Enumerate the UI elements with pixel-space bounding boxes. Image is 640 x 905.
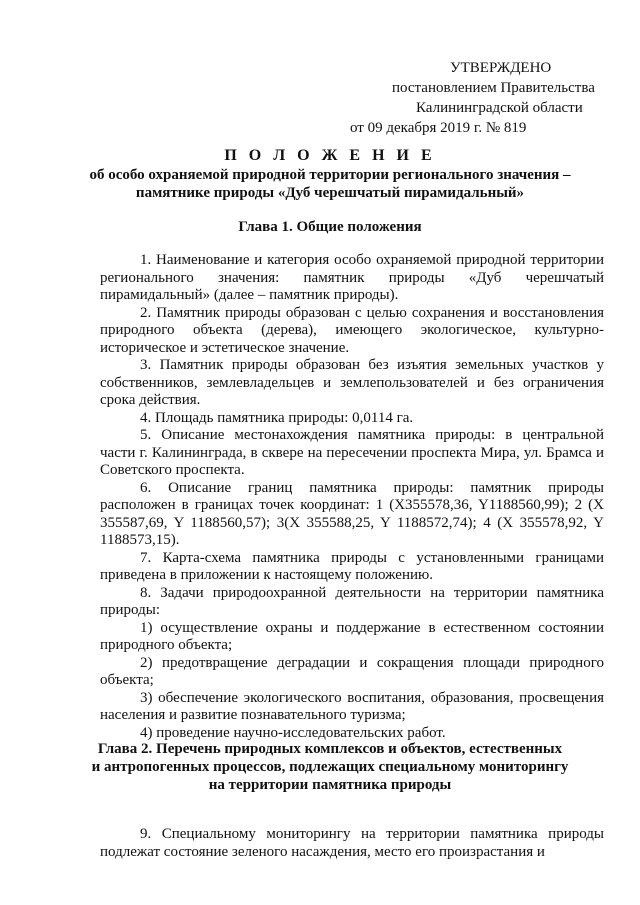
title-main: П О Л О Ж Е Н И Е: [224, 147, 436, 164]
list-item: 4) проведение научно-исследовательских работ.: [140, 724, 446, 741]
approval-stamp: [346, 58, 596, 138]
chapter-1-title: Глава 1. Общие положения: [238, 219, 422, 235]
paragraph: 7. Карта-схема памятника природы с установленными границами приведена в приложении к настоящему положению.: [100, 549, 604, 583]
paragraph: 1. Наименование и категория особо охраняемой природной территории регионального значения: памятник природы «Дуб черешчатый пирамидальный» (далее – памятник природы).: [100, 252, 604, 303]
paragraph: 2. Памятник природы образован с целью сохранения и восстановления природного объекта (дерева), имеющего экологическое, культурно-историческое и эстетическое значение.: [100, 304, 604, 356]
chapter-2-title: [60, 740, 600, 794]
title-sub: об особо охраняемой природной территории регионального значения –: [89, 167, 571, 183]
list-item: 1) осуществление охраны и поддержание в естественном состоянии природного объекта;: [100, 619, 604, 653]
chapter-2-title-line: на территории памятника природы: [208, 777, 452, 793]
chapter-1-body: [100, 252, 604, 742]
approval-title: УТВЕРЖДЕНО: [450, 60, 552, 76]
paragraph: 6. Описание границ памятника природы: памятник природы расположен в границах точек координат: 1 (X355578,36, Y1188560,99); 2 (X 355587,69, Y 1188560,57); 3(X 355588,25, Y 1188572,74); 4 (X 355578,92, Y 1188573,15).: [100, 479, 604, 548]
paragraph: 5. Описание местонахождения памятника природы: в центральной части г. Калининграда, в сквере на пересечении проспекта Мира, ул. Брамса и Советского проспекта.: [100, 427, 604, 478]
paragraph: 9. Специальному мониторингу на территории памятника природы подлежат состояние зеленого насаждения, место его произрастания и: [100, 826, 604, 860]
paragraph: 3. Памятник природы образован без изъятия земельных участков у собственников, землевладельцев и землепользователей и без ограничения срока действия.: [100, 357, 604, 408]
chapter-2-title-line: Глава 2. Перечень природных комплексов и объектов, естественных: [97, 741, 563, 757]
approval-line: постановлением Правительства: [392, 80, 595, 96]
title-sub: памятнике природы «Дуб черешчатый пирамидальный»: [135, 185, 525, 201]
list-item: 2) предотвращение деградации и сокращения площади природного объекта;: [100, 654, 604, 688]
paragraph: 4. Площадь памятника природы: 0,0114 га.: [140, 409, 414, 426]
paragraph: 8. Задачи природоохранной деятельности на территории памятника природы:: [100, 584, 604, 618]
chapter-2-title-line: и антропогенных процессов, подлежащих специальному мониторингу: [91, 759, 569, 775]
approval-line: Калининградской области: [416, 100, 583, 116]
document-title: [60, 146, 600, 202]
approval-date: от 09 декабря 2019 г. № 819: [350, 120, 527, 136]
chapter-2-body: [100, 826, 604, 861]
list-item: 3) обеспечение экологического воспитания, образования, просвещения населения и развитие познавательного туризма;: [100, 689, 604, 723]
